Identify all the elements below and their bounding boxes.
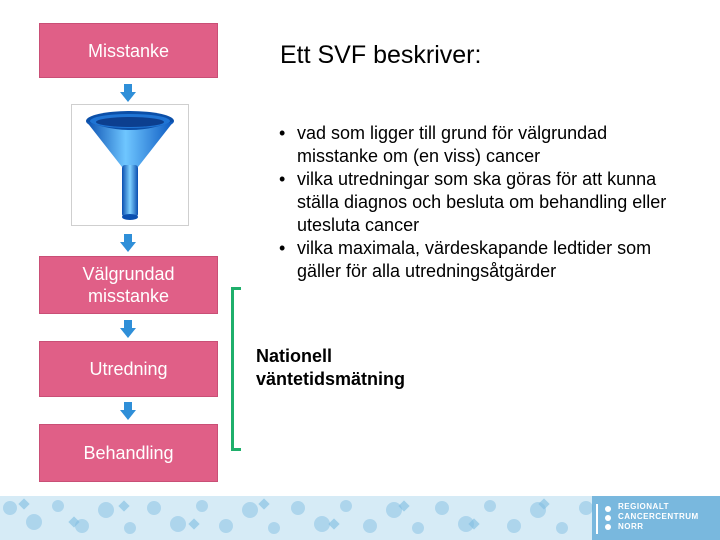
arrow-down-icon (120, 234, 136, 252)
bracket-icon (231, 287, 241, 451)
arrow-down-icon (120, 320, 136, 338)
stage-valgrundad-label: Välgrundad misstanke (82, 264, 175, 306)
bullet-item (273, 237, 673, 283)
rcc-logo-icon (601, 504, 615, 532)
stage-misstanke-label: Misstanke (87, 40, 170, 61)
slide-heading: Ett SVF beskriver: (280, 41, 482, 69)
stage-misstanke (39, 23, 218, 78)
stage-utredning-label: Utredning (89, 359, 168, 379)
arrow-down-icon (120, 402, 136, 420)
bullet-icon: • (279, 123, 286, 143)
bullet-text: vilka utredningar som ska göras för att kunna ställa diagnos och besluta om behandling eller utesluta cancer (297, 169, 667, 235)
bullet-text: vad som ligger till grund för välgrundad misstanke om (en viss) cancer (297, 123, 608, 166)
logo-text: REGIONALT CANCERCENTRUM NORR (618, 502, 699, 531)
bullet-item (273, 122, 673, 168)
logo-divider (596, 504, 598, 534)
stage-utredning (39, 341, 218, 397)
bullet-item (273, 168, 673, 237)
stage-behandling (39, 424, 218, 482)
bullet-icon: • (279, 238, 286, 258)
measurement-label: Nationell väntetidsmätning (256, 346, 406, 389)
funnel-icon (72, 105, 188, 225)
arrow-down-icon (120, 84, 136, 102)
stage-valgrundad-misstanke (39, 256, 218, 314)
bullet-text: vilka maximala, värdeskapande ledtider som gäller för alla utredningsåtgärder (297, 238, 652, 281)
bullet-icon: • (279, 169, 286, 189)
bullet-list (273, 122, 673, 283)
funnel-image (71, 104, 189, 226)
footer-band (0, 496, 720, 540)
stage-behandling-label: Behandling (83, 443, 174, 463)
